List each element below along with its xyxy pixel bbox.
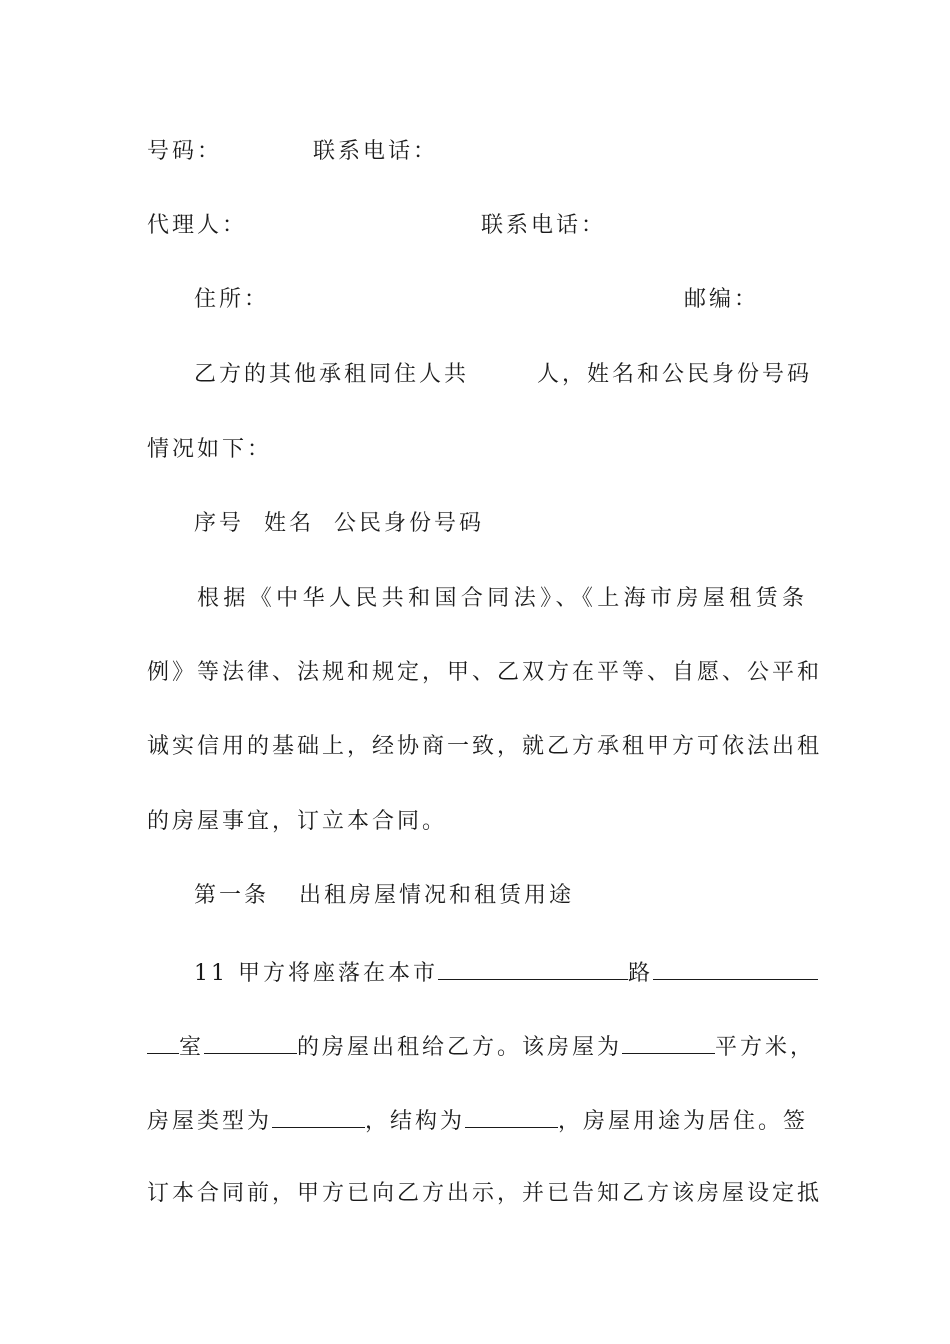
preamble-line-3: 诚实信用的基础上，经协商一致，就乙方承租甲方可依法出租 [147,734,823,759]
blank-road-name [438,955,628,980]
postcode-label: 邮编： [684,287,760,312]
clause-text: 甲方将座落在本市 [238,961,439,986]
blank-house-type [272,1103,365,1128]
blank-building [147,1029,179,1054]
blank-room [204,1029,297,1054]
preamble-line-4: 的房屋事宜，订立本合同。 [147,809,448,834]
clause-text: 平方米， [715,1035,816,1060]
blank-area [622,1029,715,1054]
clause-number: 11 [194,961,228,986]
blank-structure [465,1103,558,1128]
clause-1-1-line-1 [194,955,818,987]
clause-text: ，房屋用途为居住。签 [558,1109,809,1134]
clause-1-1-line-4: 订本合同前，甲方已向乙方出示，并已告知乙方该房屋设定抵 [147,1181,823,1206]
article1-title: 第一条 出租房屋情况和租赁用途 [194,883,574,908]
clause-text: 路 [628,961,654,986]
agent-label: 代理人： [147,213,248,238]
preamble-line-2: 例》等法律、法规和规定，甲、乙双方在平等、自愿、公平和 [147,660,823,685]
phone-label-2: 联系电话： [481,213,607,238]
phone-label-1: 联系电话： [313,139,439,164]
cotenants-line2: 情况如下： [147,437,273,462]
clause-text: ，结构为 [365,1109,466,1134]
id-number-label: 号码： [147,139,223,164]
cotenants-table-header: 序号 姓名 公民身份号码 [194,511,484,536]
preamble-line-1: 根据《中华人民共和国合同法》、《上海市房屋租赁条 [197,586,807,611]
clause-1-1-line-3 [147,1103,808,1135]
cotenants-line1-part1: 乙方的其他承租同住人共 [194,362,470,387]
clause-text: 室 [179,1035,205,1060]
blank-lane-number [653,955,818,980]
address-label: 住所： [194,287,270,312]
clause-text: 的房屋出租给乙方。该房屋为 [297,1035,623,1060]
clause-1-1-line-2 [147,1029,815,1061]
clause-text: 房屋类型为 [147,1109,273,1134]
cotenants-line1-part2: 人，姓名和公民身份号码 [537,362,813,387]
